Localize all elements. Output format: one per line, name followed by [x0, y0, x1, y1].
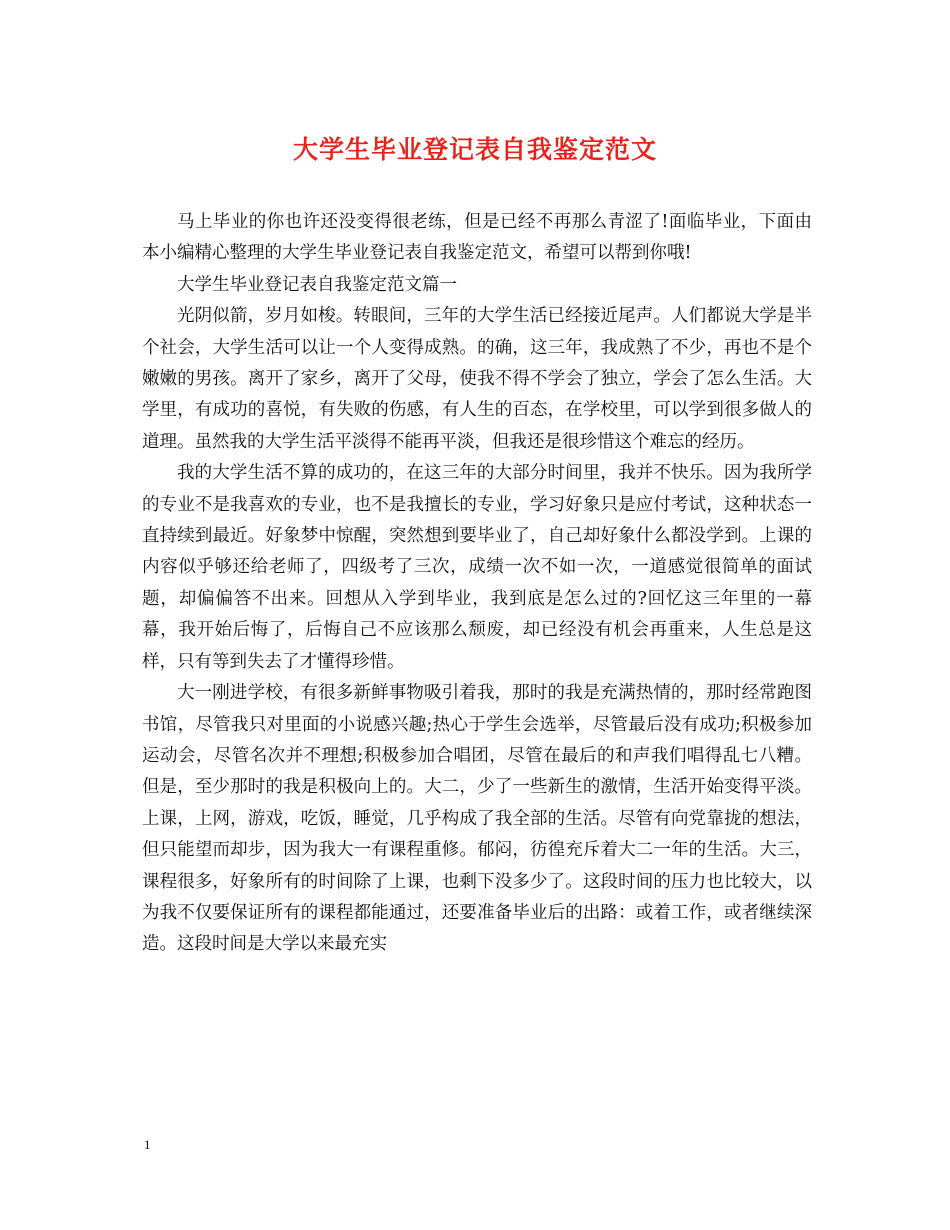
body-paragraph-1: 光阴似箭，岁月如梭。转眼间，三年的大学生活已经接近尾声。人们都说大学是半个社会，大学生活可以让一个人变得成熟。的确，这三年，我成熟了不少，再也不是个嫩嫩的男孩。离开了家乡，离开了父母，使我不得不学会了独立，学会了怎么生活。大学里，有成功的喜悦，有失败的伤感，有人生的百态，在学校里，可以学到很多做人的道理。虽然我的大学生活平淡得不能再平淡，但我还是很珍惜这个难忘的经历。 — [142, 306, 812, 452]
intro-paragraph: 马上毕业的你也许还没变得很老练，但是已经不再那么青涩了!面临毕业，下面由本小编精心整理的大学生毕业登记表自我鉴定范文，希望可以帮到你哦! — [142, 212, 812, 264]
document-title: 大学生毕业登记表自我鉴定范文 — [292, 135, 657, 164]
body-paragraph-2: 我的大学生活不算的成功的，在这三年的大部分时间里，我并不快乐。因为我所学的专业不是我喜欢的专业，也不是我擅长的专业，学习好象只是应付考试，这种状态一直持续到最近。好象梦中惊醒，突然想到要毕业了，自己却好象什么都没学到。上课的内容似乎够还给老师了，四级考了三次，成绩一次不如一次，一道感觉很简单的面试题，却偏偏答不出来。回想从入学到毕业，我到底是怎么过的?回忆这三年里的一幕幕，我开始后悔了，后悔自己不应该那么颓废，却已经没有机会再重来，人生总是这样，只有等到失去了才懂得珍惜。 — [142, 463, 812, 672]
page-number: 1 — [144, 1137, 151, 1152]
body-paragraph-3: 大一刚进学校，有很多新鲜事物吸引着我，那时的我是充满热情的，那时经常跑图书馆，尽管我只对里面的小说感兴趣;热心于学生会选举，尽管最后没有成功;积极参加运动会，尽管名次并不理想;积极参加合唱团，尽管在最后的和声我们唱得乱七八糟。但是，至少那时的我是积极向上的。大二，少了一些新生的激情，生活开始变得平淡。上课，上网，游戏，吃饭，睡觉，几乎构成了我全部的生活。尽管有向党靠拢的想法，但只能望而却步，因为我大一有课程重修。郁闷，彷徨充斥着大二一年的生活。大三，课程很多，好象所有的时间除了上课，也剩下没多少了。这段时间的压力也比较大，以为我不仅要保证所有的课程都能通过，还要准备毕业后的出路：或着工作，或者继续深造。这段时间是大学以来最充实 — [142, 683, 812, 955]
section-heading: 大学生毕业登记表自我鉴定范文篇一 — [177, 274, 457, 295]
document-body — [142, 207, 812, 961]
